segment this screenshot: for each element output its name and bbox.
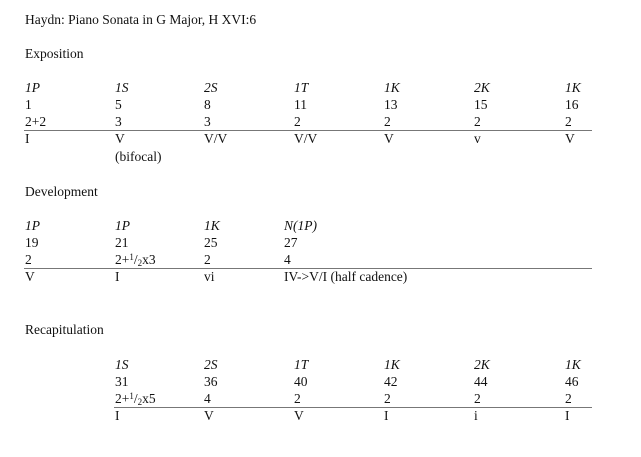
recap-measure-4: 42: [384, 374, 398, 389]
recap-length-1-base: 2+: [115, 391, 130, 406]
recap-length-1-tail: x5: [142, 391, 156, 406]
expo-label-4: 1T: [294, 80, 309, 95]
dev-length-4: 4: [284, 252, 291, 267]
expo-label-7: 1K: [565, 80, 581, 95]
expo-note: (bifocal): [115, 149, 162, 164]
recap-harmony-6: I: [565, 408, 570, 423]
expo-measure-5: 13: [384, 97, 398, 112]
expo-measure-6: 15: [474, 97, 488, 112]
dev-length-2-base: 2+: [115, 252, 130, 267]
expo-harmony-4: V/V: [294, 131, 318, 146]
expo-length-6: 2: [474, 114, 481, 129]
expo-label-1: 1P: [25, 80, 40, 95]
dev-measure-3: 25: [204, 235, 218, 250]
recap-harmony-5: i: [474, 408, 478, 423]
recap-length-3: 2: [294, 391, 301, 406]
expo-harmony-7: V: [565, 131, 575, 146]
dev-length-2-num: 1: [129, 252, 134, 262]
recap-measure-6: 46: [565, 374, 579, 389]
expo-length-4: 2: [294, 114, 301, 129]
expo-harmony-2: V: [115, 131, 125, 146]
recapitulation-rule: [114, 407, 592, 408]
dev-harmony-3: vi: [204, 269, 215, 284]
recap-measure-3: 40: [294, 374, 308, 389]
dev-harmony-1: V: [25, 269, 35, 284]
recap-measure-2: 36: [204, 374, 218, 389]
recap-length-5: 2: [474, 391, 481, 406]
dev-label-2: 1P: [115, 218, 130, 233]
recap-label-2: 2S: [204, 357, 218, 372]
page-title: Haydn: Piano Sonata in G Major, H XVI:6: [25, 12, 257, 27]
recap-label-6: 1K: [565, 357, 581, 372]
expo-label-2: 1S: [115, 80, 129, 95]
recap-length-6: 2: [565, 391, 572, 406]
recap-harmony-4: I: [384, 408, 389, 423]
dev-label-3: 1K: [204, 218, 220, 233]
recap-length-1-den: 2: [137, 397, 143, 407]
dev-length-2: $2+^1/_2x3$: [115, 252, 156, 268]
recap-harmony-3: V: [294, 408, 304, 423]
expo-harmony-3: V/V: [204, 131, 228, 146]
recap-length-1-num: 1: [129, 391, 134, 401]
expo-label-5: 1K: [384, 80, 400, 95]
recap-label-4: 1K: [384, 357, 400, 372]
expo-measure-4: 11: [294, 97, 307, 112]
dev-label-1: 1P: [25, 218, 40, 233]
dev-length-3: 2: [204, 252, 211, 267]
recap-harmony-2: V: [204, 408, 214, 423]
expo-measure-1: 1: [25, 97, 32, 112]
development-heading: Development: [25, 184, 98, 199]
expo-length-3: 3: [204, 114, 211, 129]
expo-label-3: 2S: [204, 80, 218, 95]
expo-measure-2: 5: [115, 97, 122, 112]
expo-harmony-6: v: [474, 131, 481, 146]
expo-measure-3: 8: [204, 97, 211, 112]
dev-harmony-4: IV->V/I (half cadence): [284, 269, 408, 284]
dev-measure-4: 27: [284, 235, 298, 250]
expo-measure-7: 16: [565, 97, 579, 112]
expo-length-2: 3: [115, 114, 122, 129]
dev-measure-2: 21: [115, 235, 129, 250]
expo-length-1: 2+2: [25, 114, 47, 129]
recap-label-1: 1S: [115, 357, 129, 372]
dev-measure-1: 19: [25, 235, 39, 250]
recap-harmony-1: I: [115, 408, 120, 423]
recap-label-3: 1T: [294, 357, 309, 372]
expo-harmony-5: V: [384, 131, 394, 146]
recap-length-1: $2+^1/_2x5$: [115, 391, 156, 407]
recap-label-5: 2K: [474, 357, 490, 372]
recap-length-2: 4: [204, 391, 211, 406]
recap-length-4: 2: [384, 391, 391, 406]
recap-measure-1: 31: [115, 374, 129, 389]
expo-label-6: 2K: [474, 80, 490, 95]
expo-length-7: 2: [565, 114, 572, 129]
exposition-heading: Exposition: [25, 46, 84, 61]
dev-length-1: 2: [25, 252, 32, 267]
dev-length-2-tail: x3: [142, 252, 156, 267]
dev-harmony-2: I: [115, 269, 120, 284]
recapitulation-heading: Recapitulation: [25, 322, 104, 337]
expo-harmony-1: I: [25, 131, 30, 146]
recap-measure-5: 44: [474, 374, 488, 389]
dev-label-4: N(1P): [284, 218, 317, 233]
expo-length-5: 2: [384, 114, 391, 129]
dev-length-2-den: 2: [137, 258, 143, 268]
